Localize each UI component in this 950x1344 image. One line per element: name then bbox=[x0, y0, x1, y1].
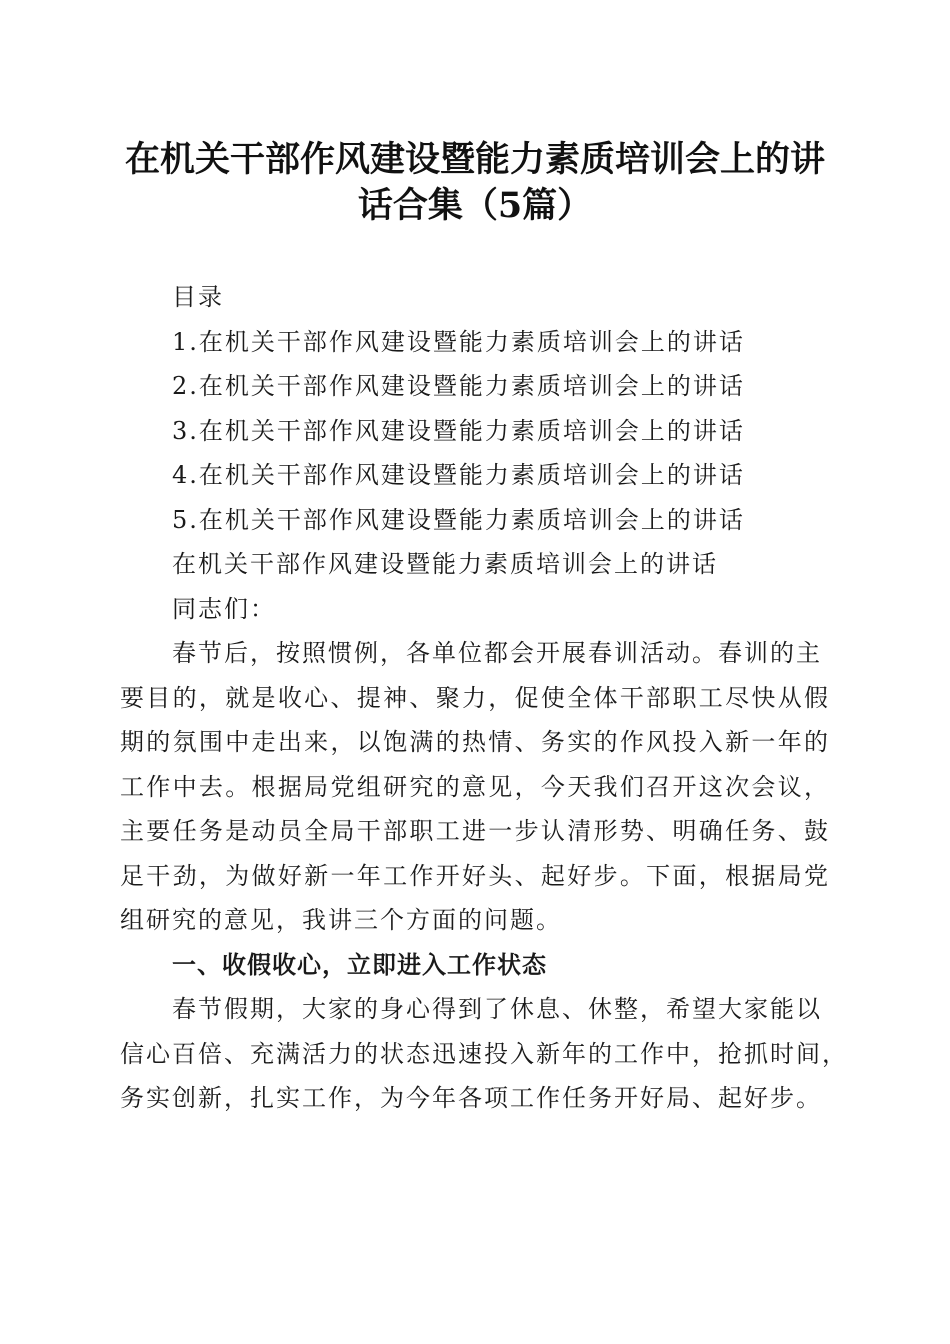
paragraph-line: 足干劲，为做好新一年工作开好头、起好步。下面，根据局党 bbox=[120, 862, 830, 890]
toc-item: 3.在机关干部作风建设暨能力素质培训会上的讲话 bbox=[172, 417, 745, 445]
paragraph-line: 春节后，按照惯例，各单位都会开展春训活动。春训的主 bbox=[172, 639, 822, 667]
section-heading: 一、收假收心，立即进入工作状态 bbox=[172, 951, 547, 979]
document-title-line-2: 话合集（5篇） bbox=[357, 185, 593, 226]
paragraph-line: 信心百倍、充满活力的状态迅速投入新年的工作中，抢抓时间， bbox=[120, 1040, 848, 1068]
toc-item: 4.在机关干部作风建设暨能力素质培训会上的讲话 bbox=[172, 461, 745, 489]
paragraph-line: 工作中去。根据局党组研究的意见，今天我们召开这次会议， bbox=[120, 773, 830, 801]
toc-item: 5.在机关干部作风建设暨能力素质培训会上的讲话 bbox=[172, 506, 745, 534]
paragraph-line: 期的氛围中走出来，以饱满的热情、务实的作风投入新一年的 bbox=[120, 728, 830, 756]
document-title-line-1: 在机关干部作风建设暨能力素质培训会上的讲 bbox=[124, 139, 825, 180]
toc-heading: 目录 bbox=[172, 283, 224, 311]
toc-item: 2.在机关干部作风建设暨能力素质培训会上的讲话 bbox=[172, 372, 745, 400]
paragraph-line: 要目的，就是收心、提神、聚力，促使全体干部职工尽快从假 bbox=[120, 684, 830, 712]
paragraph-line: 务实创新，扎实工作，为今年各项工作任务开好局、起好步。 bbox=[120, 1084, 822, 1112]
salutation: 同志们： bbox=[172, 595, 276, 623]
paragraph-line: 主要任务是动员全局干部职工进一步认清形势、明确任务、鼓 bbox=[120, 817, 830, 845]
toc-item: 1.在机关干部作风建设暨能力素质培训会上的讲话 bbox=[172, 328, 745, 356]
paragraph-line: 春节假期，大家的身心得到了休息、休整，希望大家能以 bbox=[172, 995, 822, 1023]
speech-title: 在机关干部作风建设暨能力素质培训会上的讲话 bbox=[172, 550, 718, 578]
paragraph-line: 组研究的意见，我讲三个方面的问题。 bbox=[120, 906, 562, 934]
